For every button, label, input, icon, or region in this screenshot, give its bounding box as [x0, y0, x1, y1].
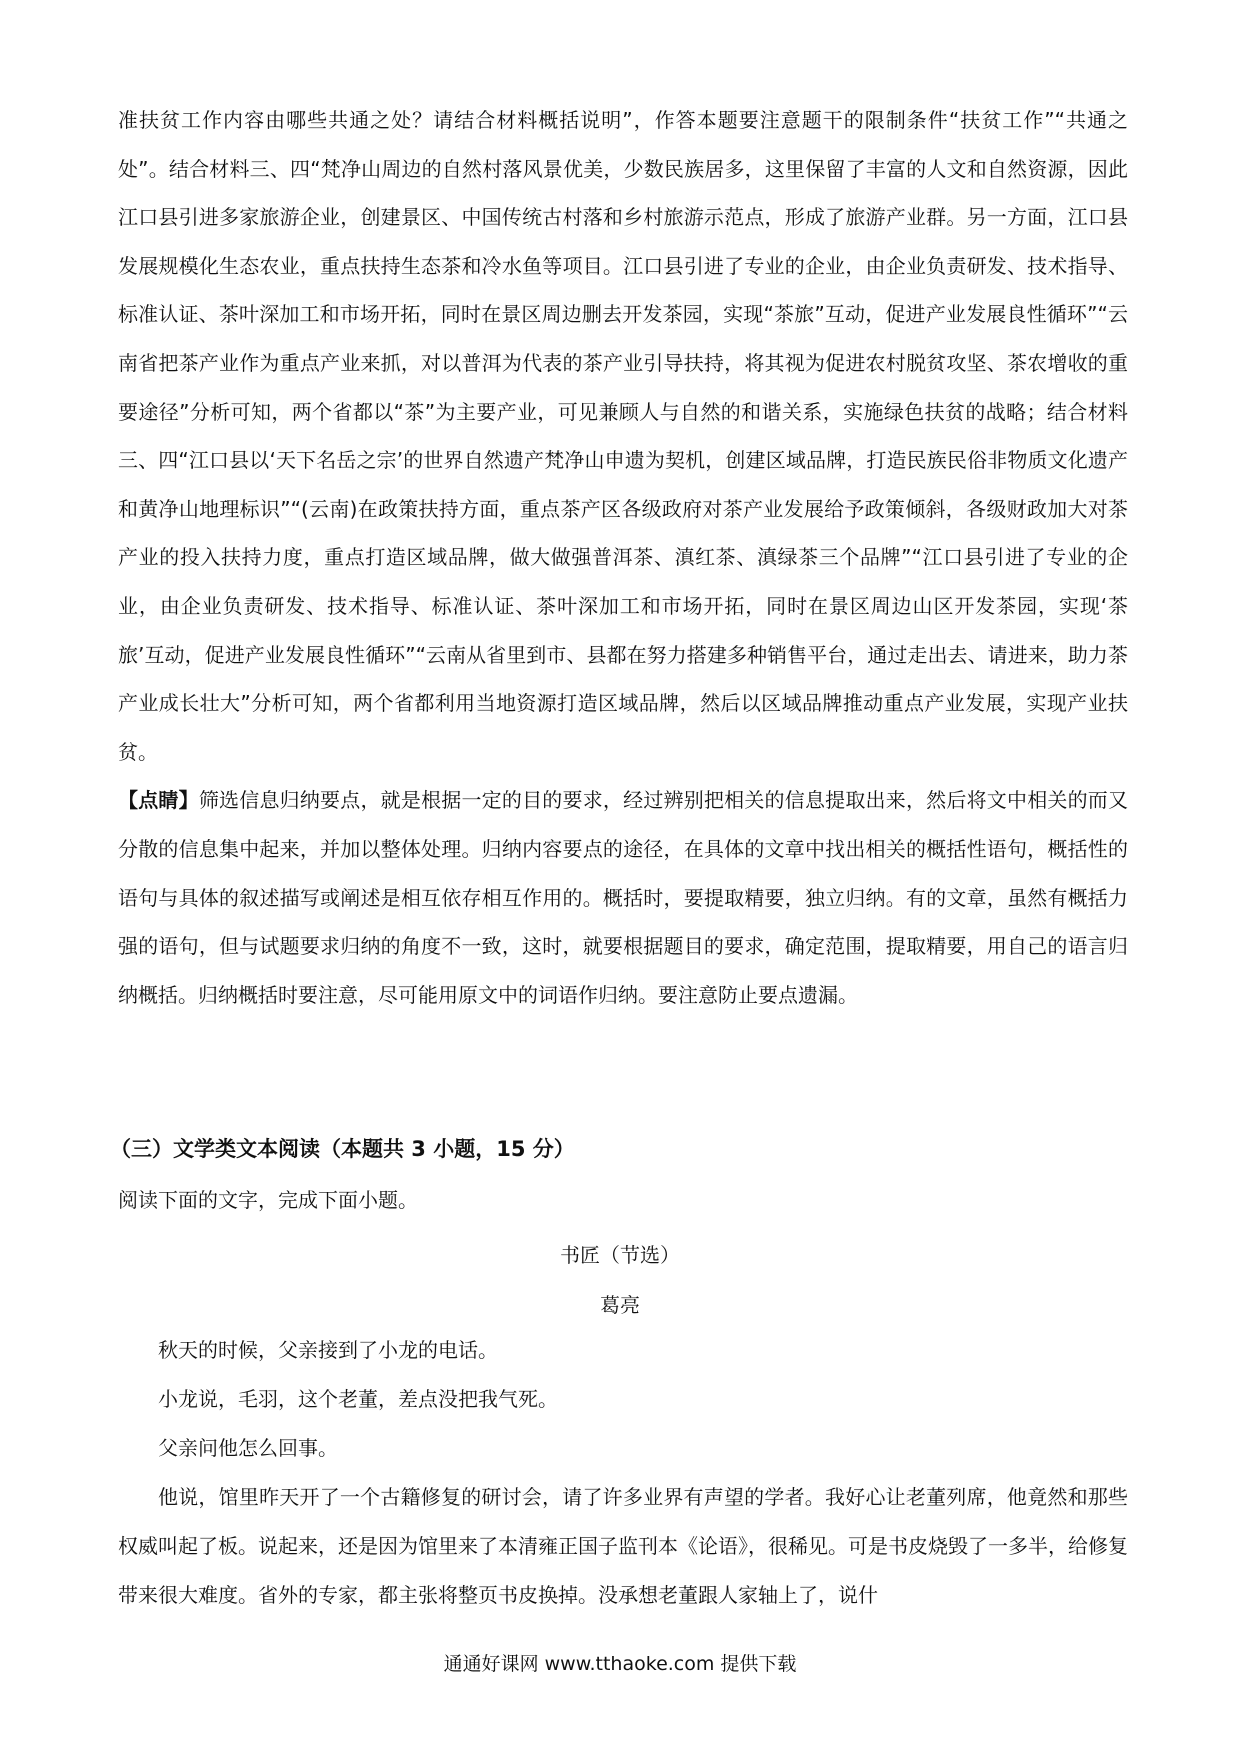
- tip-paragraph: [118, 776, 1128, 1019]
- story-body: [118, 1326, 1128, 1620]
- story-paragraph: 秋天的时候，父亲接到了小龙的电话。: [158, 1338, 498, 1362]
- story-paragraph: 小龙说，毛羽，这个老董，差点没把我气死。: [158, 1387, 558, 1411]
- tip-text: 筛选信息归纳要点，就是根据一定的目的要求，经过辨别把相关的信息提取出来，然后将文中相关的而又分散的信息集中起来，并加以整体处理。归纳内容要点的途径，在具体的文章中找出相关的概括性语句，概括性的语句与具体的叙述描写或阐述是相互依存相互作用的。概括时，要提取精要，独立归纳。有的文章，虽然有概括力强的语句，但与试题要求归纳的角度不一致，这时，就要根据题目的要求，确定范围，提取精要，用自己的语言归纳概括。归纳概括时要注意，尽可能用原文中的词语作归纳。要注意防止要点遗漏。: [118, 788, 1129, 1007]
- page-footer: 通通好课网 www.tthaoke.com 提供下载: [443, 1653, 797, 1675]
- reading-instruction: 阅读下面的文字，完成下面小题。: [118, 1188, 418, 1212]
- answer-paragraph: 准扶贫工作内容由哪些共通之处？请结合材料概括说明”，作答本题要注意题干的限制条件“扶贫工作”“共通之处”。结合材料三、四“梵净山周边的自然村落风景优美，少数民族居多，这里保留了丰富的人文和自然资源，因此江口县引进多家旅游企业，创建景区、中国传统古村落和乡村旅游示范点，形成了旅游产业群。另一方面，江口县发展规模化生态农业，重点扶持生态茶和冷水鱼等项目。江口县引进了专业的企业，由企业负责研发、技术指导、标准认证、茶叶深加工和市场开拓，同时在景区周边删去开发茶园，实现“茶旅”互动，促进产业发展良性循环”“云南省把茶产业作为重点产业来抓，对以普洱为代表的茶产业引导扶持，将其视为促进农村脱贫攻坚、茶农增收的重要途径”分析可知，两个省都以“茶”为主要产业，可见兼顾人与自然的和谐关系，实施绿色扶贫的战略；结合材料三、四“江口县以‘天下名岳之宗’的世界自然遗产梵净山申遗为契机，创建区域品牌，打造民族民俗非物质文化遗产和黄净山地理标识”“(云南)在政策扶持方面，重点茶产区各级政府对茶产业发展给予政策倾斜，各级财政加大对茶产业的投入扶持力度，重点打造区域品牌，做大做强普洱茶、滇红茶、滇绿茶三个品牌”“江口县引进了专业的企业，由企业负责研发、技术指导、标准认证、茶叶深加工和市场开拓，同时在景区周边山区开发茶园，实现‘茶旅’互动，促进产业发展良性循环”“云南从省里到市、县都在努力搭建多种销售平台，通过走出去、请进来，助力茶产业成长壮大”分析可知，两个省都利用当地资源打造区域品牌，然后以区域品牌推动重点产业发展，实现产业扶贫。: [118, 108, 1128, 764]
- tip-label: 【点睛】: [118, 788, 199, 813]
- answer-analysis: [118, 96, 1128, 1019]
- story-paragraph: 父亲问他怎么回事。: [158, 1436, 338, 1460]
- story-author: 葛亮: [600, 1293, 640, 1317]
- story-paragraph: 他说，馆里昨天开了一个古籍修复的研讨会，请了许多业界有声望的学者。我好心让老董列席，他竟然和那些权威叫起了板。说起来，还是因为馆里来了本清雍正国子监刊本《论语》，很稀见。可是书皮烧毁了一多半，给修复带来很大难度。省外的专家，都主张将整页书皮换掉。没承想老董跟人家轴上了，说什: [118, 1485, 1128, 1607]
- section-heading: （三）文学类文本阅读（本题共 3 小题，15 分）: [110, 1137, 575, 1161]
- story-title: 书匠（节选）: [560, 1243, 680, 1267]
